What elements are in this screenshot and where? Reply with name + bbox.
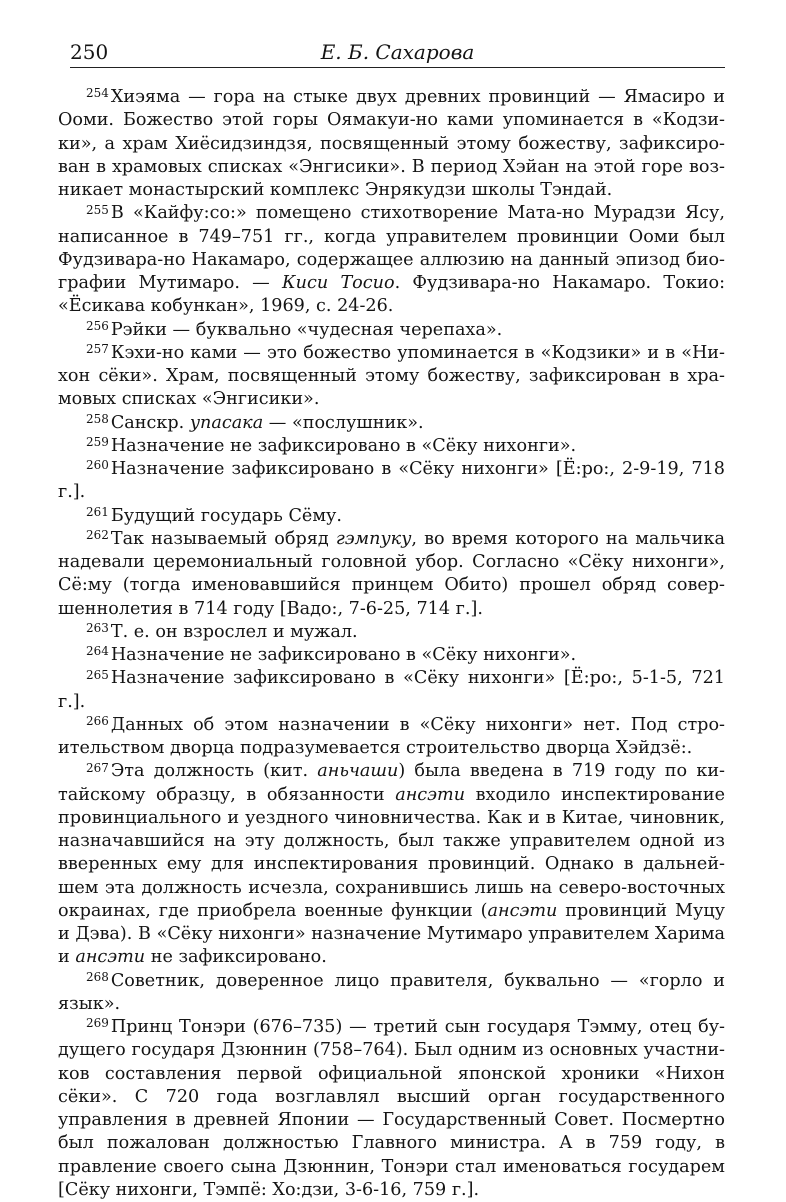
endnote-number: 264 — [86, 644, 109, 659]
endnote-number: 268 — [86, 969, 109, 984]
endnote-text: Будущий государь Сёму. — [110, 505, 342, 526]
endnote — [58, 412, 725, 435]
endnote-number: 263 — [86, 621, 109, 636]
endnote-italic-term: упасака — [189, 412, 264, 433]
endnote-number: 255 — [86, 202, 109, 217]
endnote-italic-term: аньчаши — [317, 761, 399, 782]
endnote-number: 258 — [86, 411, 109, 426]
endnote-text: Хиэяма — гора на стыке двух древних провинций — Ямасиро и Ооми. Божество этой горы Оямакуи-но ками упоминается в «Кодзики», а храм Хиёсидзиндзя, посвященный этому божеству, зафиксирован в храмовых списках «Энгисики». В период Хэйан на этой горе возникает монастырский комплекс Энрякудзи школы Тэндай. — [58, 87, 725, 200]
endnotes-list — [58, 86, 725, 1202]
endnote-text: Назначение не зафиксировано в «Сёку нихонги». — [110, 435, 577, 456]
endnote — [58, 202, 725, 318]
endnote-text: , во время которого на мальчика надевали церемониальный головной убор. Согласно «Сёку нихонги», Сё:му (тогда именовавшийся принцем Обито) прошел обряд совершеннолетия в 714 году [Вадо:, 7-6-25, 714 г.]. — [58, 528, 725, 619]
endnote-number: 257 — [86, 342, 109, 357]
endnote-text: Назначение зафиксировано в «Сёку нихонги» [Ё:ро:, 2-9-19, 718 г.]. — [58, 459, 725, 503]
endnote-text: . Фудзивара-но Накамаро. Токио: «Ёсикава кобункан», 1969, с. 24-26. — [58, 273, 725, 317]
endnote-italic-term: ансэти — [75, 947, 146, 968]
endnote-text: Эта должность (кит. — [110, 761, 318, 782]
endnote — [58, 714, 725, 761]
endnote-text: входило инспектирование провинциального и уездного чиновничества. Как и в Китае, чиновник, назначавшийся на эту должность, был также управителем одной из вверенных ему для инспектирования провинций. Однако в дальнейшем эта должность исчезла, сохранившись лишь на северо-восточных окраинах, где приобрела военные функции ( — [58, 784, 725, 921]
endnote-text: Советник, доверенное лицо правителя, буквально — «горло и язык». — [58, 970, 725, 1014]
running-title: Е. Б. Сахарова — [320, 40, 475, 64]
endnote-text: Принц Тонэри (676–735) — третий сын государя Тэмму, отец будущего государя Дзюннин (758–764). Был одним из основных участников составления первой официальной японской хроники «Нихон сёки». С 720 года возглавлял высший орган государственного управления в древней Японии — Государственный Совет. Посмертно был пожалован должностью Главного министра. А в 759 году, в правление своего сына Дзюннин, Тонэри стал именоваться государем [Сёку нихонги, Тэмпё: Хо:дзи, 3-6-16, 759 г.]. — [58, 1017, 725, 1200]
endnote — [58, 505, 725, 528]
endnote-text: Данных об этом назначении в «Сёку нихонги» нет. Под строительством дворца подразумевается строительство дворца Хэйдзё:. — [58, 714, 725, 758]
endnote-italic-term: ансэти — [395, 784, 466, 805]
endnote — [58, 667, 725, 714]
endnote — [58, 760, 725, 969]
endnote-text: не зафиксировано. — [145, 947, 327, 968]
endnote-text: — «послушник». — [263, 412, 424, 433]
endnote-number: 254 — [86, 86, 109, 101]
page-number: 250 — [70, 40, 109, 64]
endnote-text: Рэйки — буквально «чудесная черепаха». — [110, 319, 503, 340]
endnote-italic-term: ансэти — [487, 900, 558, 921]
endnote — [58, 435, 725, 458]
endnote-number: 265 — [86, 667, 109, 682]
endnote-italic-term: Киси Тосио — [282, 273, 395, 293]
endnote-text: Так называемый обряд — [110, 528, 336, 549]
endnote-text: Назначение не зафиксировано в «Сёку нихонги». — [110, 645, 577, 665]
endnote — [58, 319, 725, 342]
endnote-text: Кэхи-но ками — это божество упоминается в «Кодзики» и в «Нихон сёки». Храм, посвященный этому божеству, зафиксирован в храмовых списках «Энгисики». — [58, 342, 725, 410]
endnote — [58, 644, 725, 667]
endnote — [58, 86, 725, 202]
endnote — [58, 528, 725, 621]
endnote — [58, 458, 725, 505]
endnote-text: Т. е. он взрослел и мужал. — [110, 621, 358, 642]
endnote-text: В «Кайфу:со:» помещено стихотворение Мата-но Мурадзи Ясу, написанное в 749–751 гг., когда управителем провинции Ооми был Фудзивара-но Накамаро, содержащее аллюзию на данный эпизод биографии Мутимаро. — — [58, 203, 725, 293]
endnote — [58, 970, 725, 1017]
endnote-number: 261 — [86, 504, 109, 519]
endnote-text: провинций Муцу и Дэва). В «Сёку нихонги» назначение Мутимаро управителем Харима и — [58, 900, 725, 968]
header-rule — [70, 67, 725, 68]
endnote-text: Санскр. — [110, 412, 190, 433]
endnote-number: 260 — [86, 458, 109, 473]
endnote-number: 256 — [86, 318, 109, 333]
endnote-italic-term: гэмпуку — [335, 528, 412, 549]
endnote — [58, 1016, 725, 1202]
endnote-text: ) была введена в 719 году по китайскому образцу, в обязанности — [58, 761, 725, 805]
endnote-number: 259 — [86, 435, 109, 450]
endnote-number: 266 — [86, 714, 109, 729]
endnote-number: 269 — [86, 1016, 109, 1031]
endnote — [58, 342, 725, 412]
page-header — [70, 40, 725, 70]
endnote-text: Назначение зафиксировано в «Сёку нихонги» [Ё:ро:, 5-1-5, 721 г.]. — [58, 668, 725, 712]
endnote-number: 262 — [86, 528, 109, 543]
endnote-number: 267 — [86, 760, 109, 775]
endnote — [58, 621, 725, 644]
